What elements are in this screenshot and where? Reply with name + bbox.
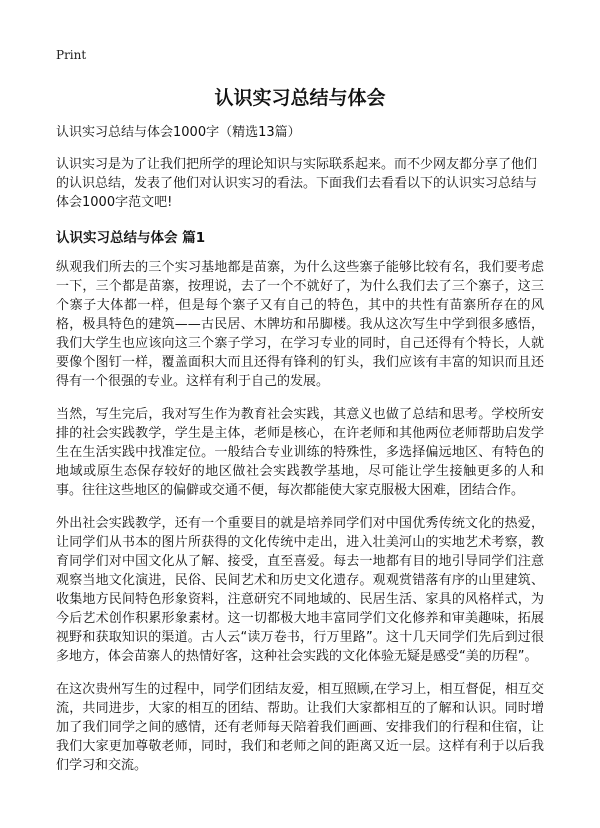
- body-paragraph-4: 在这次贵州写生的过程中，同学们团结友爱，相互照顾,在学习上，相互督促，相互交流，共同进步，大家的相互的团结、帮助。让我们大家都相互的了解和认识。同时增加了我们同学之间的感情，还有老师每天陪着我们画画、安排我们的行程和住宿，让我们大家更加尊敬老师，同时，我们和老师之间的距离又近一层。这样有利于以后我们学习和交流。: [56, 682, 544, 773]
- article-subtitle: 认识实习总结与体会1000字（精选13篇）: [56, 125, 301, 140]
- intro-paragraph: 认识实习是为了让我们把所学的理论知识与实际联系起来。而不少网友都分享了他们的认识总结，发表了他们对认识实习的看法。下面我们去看看以下的认识实习总结与体会1000字范文吧!: [56, 157, 538, 210]
- body-paragraph-1: 纵观我们所去的三个实习基地都是苗寨，为什么这些寨子能够比较有名，我们要考虑一下，三个都是苗寨，按理说，去了一个不就好了，为什么我们去了三个寨子，这三个寨子大体都一样，但是每个寨子又有自己的特色，其中的共性有苗寨所存在的风格，极具特色的建筑——古民居、木牌坊和吊脚楼。我从这次写生中学到很多感悟，我们大学生也应该向这三个寨子学习，在学习专业的同时，自己还得有个特长，人就要像个图钉一样，覆盖面积大而且还得有锋利的钉头，我们应该有丰富的知识而且还得有一个很强的专业。这样有利于自己的发展。: [56, 260, 544, 389]
- print-link[interactable]: Print: [56, 48, 87, 62]
- body-paragraph-2: 当然，写生完后，我对写生作为教育社会实践，其意义也做了总结和思考。学校所安排的社会实践教学，学生是主体，老师是核心，在许老师和其他两位老师帮助启发学生在生活实践中找准定位。一般结合专业训练的特殊性，多选择偏远地区、有特色的地域或原生态保存较好的地区做社会实践教学基地，尽可能让学生接触更多的人和事。往往这些地区的偏僻或交通不便，每次都能使大家克服极大困难，团结合作。: [56, 407, 544, 498]
- section-heading: 认识实习总结与体会 篇1: [56, 230, 206, 246]
- page-title: 认识实习总结与体会: [214, 87, 386, 109]
- body-paragraph-3: 外出社会实践教学，还有一个重要目的就是培养同学们对中国优秀传统文化的热爱，让同学们从书本的图片所获得的文化传统中走出，进入壮美河山的实地艺术考察，教育同学们对中国文化从了解、接受，直至喜爱。每去一地都有目的地引导同学们注意观察当地文化演进，民俗、民间艺术和历史文化遗存。观观赏错落有序的山里建筑、收集地方民间特色形象资料，注意研究不同地域的、民居生活、家具的风格样式，为今后艺术创作积累形象素材。这一切都极大地丰富同学们文化修养和审美趣味，拓展视野和获取知识的渠道。古人云“读万卷书，行万里路”。这十几天同学们先后到过很多地方，体会苗寨人的热情好客，这种社会实践的文化体验无疑是感受“美的历程”。: [56, 516, 544, 664]
